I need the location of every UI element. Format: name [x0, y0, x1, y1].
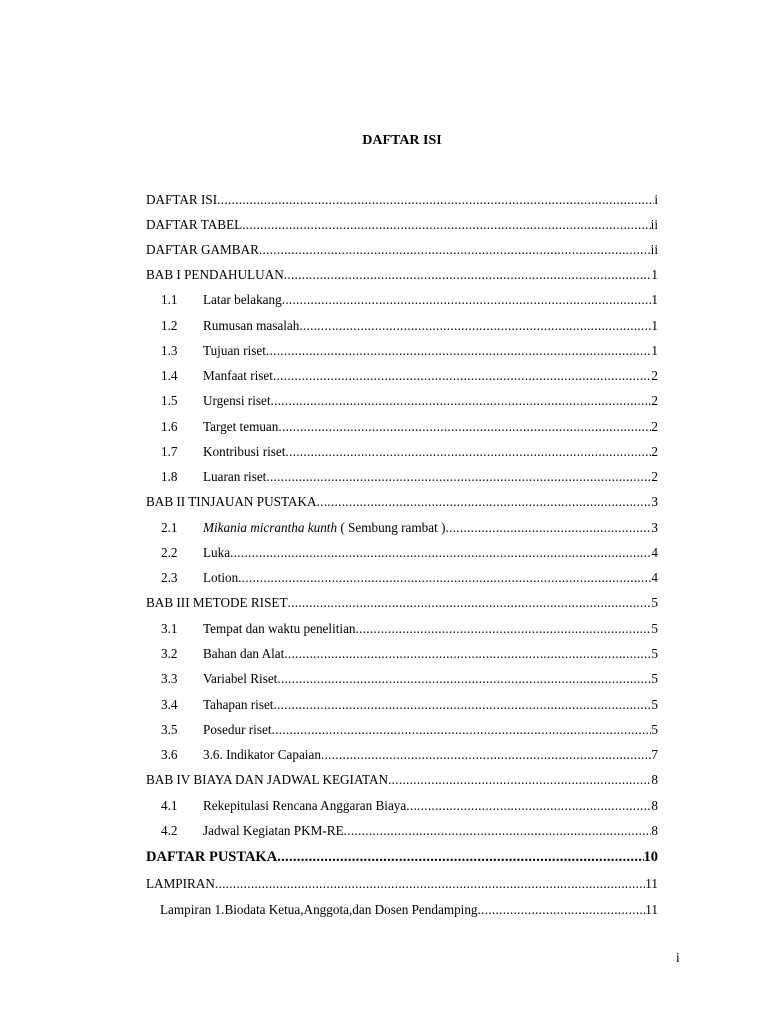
- toc-entry-text: DAFTAR GAMBAR: [146, 242, 259, 257]
- leader-dots: [273, 694, 651, 716]
- toc-entry-page: i: [654, 192, 658, 207]
- toc-entry-text: DAFTAR TABEL: [146, 217, 243, 232]
- toc-entry-page: 5: [651, 646, 658, 661]
- toc-entry-italic-text: Mikania micrantha kunth: [203, 520, 338, 535]
- leader-dots: [266, 340, 652, 362]
- leader-dots: [271, 390, 652, 412]
- toc-entry-text: Urgensi riset: [203, 393, 271, 408]
- leader-dots: [317, 491, 652, 513]
- toc-entry-text: Latar belakang: [203, 292, 282, 307]
- toc-entry-1-4[interactable]: [161, 365, 658, 387]
- toc-entry-page: 2: [651, 444, 658, 459]
- toc-entry-text: BAB III METODE RISET: [146, 595, 288, 610]
- toc-entry-3-2[interactable]: [161, 643, 658, 665]
- toc-entry-page: 2: [651, 419, 658, 434]
- toc-entry-lampiran-1[interactable]: [160, 899, 658, 921]
- toc-entry-text: Rumusan masalah: [203, 318, 300, 333]
- leader-dots: [445, 517, 651, 539]
- page-title: DAFTAR ISI: [362, 133, 442, 148]
- toc-entry-page: 7: [651, 747, 658, 762]
- toc-entry-bab-1[interactable]: [146, 264, 658, 286]
- toc-entry-number: 4.1: [161, 798, 178, 813]
- toc-entry-bab-4[interactable]: [146, 769, 658, 791]
- toc-entry-2-3[interactable]: [161, 567, 658, 589]
- leader-dots: [278, 416, 651, 438]
- toc-entry-text: Manfaat riset: [203, 368, 273, 383]
- toc-entry-page: 5: [651, 621, 658, 636]
- toc-entry-text: BAB I PENDAHULUAN: [146, 267, 284, 282]
- toc-entry-daftar-isi[interactable]: [146, 189, 658, 211]
- toc-entry-text: Posedur riset: [203, 722, 272, 737]
- toc-entry-text: DAFTAR ISI: [146, 192, 218, 207]
- toc-entry-page: 5: [651, 722, 658, 737]
- toc-entry-text: Tempat dan waktu penelitian: [203, 621, 356, 636]
- leader-dots: [259, 239, 651, 261]
- toc-entry-text: Jadwal Kegiatan PKM-RE: [203, 823, 344, 838]
- toc-entry-page: 8: [651, 798, 658, 813]
- leader-dots: [356, 618, 652, 640]
- toc-entry-page: 2: [651, 469, 658, 484]
- toc-entry-text: Rekepitulasi Rencana Anggaran Biaya: [203, 798, 407, 813]
- toc-entry-text: Lotion: [203, 570, 239, 585]
- toc-entry-number: 1.5: [161, 393, 178, 408]
- leader-dots: [217, 189, 654, 211]
- leader-dots: [406, 795, 651, 817]
- toc-entry-text: BAB IV BIAYA DAN JADWAL KEGIATAN: [146, 772, 389, 787]
- leader-dots: [266, 466, 651, 488]
- leader-dots: [277, 668, 651, 690]
- toc-entry-page: 10: [643, 849, 658, 865]
- toc-entry-daftar-tabel[interactable]: [146, 214, 658, 236]
- leader-dots: [288, 592, 652, 614]
- toc-entry-text: Tahapan riset: [203, 697, 274, 712]
- toc-entry-2-1[interactable]: [161, 517, 658, 539]
- toc-entry-3-4[interactable]: [161, 694, 658, 716]
- toc-entry-3-3[interactable]: [161, 668, 658, 690]
- toc-entry-text: [203, 517, 445, 539]
- toc-entry-text: Tujuan riset: [203, 343, 266, 358]
- toc-entry-text: Variabel Riset: [203, 671, 278, 686]
- leader-dots: [285, 441, 651, 463]
- toc-entry-number: 1.3: [161, 343, 178, 358]
- toc-entry-page: 3: [651, 520, 658, 535]
- toc-entry-3-5[interactable]: [161, 719, 658, 741]
- toc-entry-daftar-pustaka[interactable]: [146, 846, 658, 868]
- toc-entry-text: Kontribusi riset: [203, 444, 286, 459]
- toc-entry-page: 1: [651, 343, 658, 358]
- toc-entry-2-2[interactable]: [161, 542, 658, 564]
- toc-entry-number: 3.1: [161, 621, 178, 636]
- toc-entry-page: ii: [650, 217, 658, 232]
- toc-entry-1-2[interactable]: [161, 315, 658, 337]
- toc-entry-number: 2.1: [161, 520, 178, 535]
- toc-entry-1-3[interactable]: [161, 340, 658, 362]
- toc-entry-4-1[interactable]: [161, 795, 658, 817]
- toc-entry-4-2[interactable]: [161, 820, 658, 842]
- toc-entry-page: 2: [651, 393, 658, 408]
- toc-entry-text: LAMPIRAN: [146, 876, 215, 891]
- toc-entry-number: 1.6: [161, 419, 178, 434]
- toc-entry-1-8[interactable]: [161, 466, 658, 488]
- toc-entry-page: 5: [651, 697, 658, 712]
- toc-entry-page: 8: [651, 772, 658, 787]
- toc-entry-text: DAFTAR PUSTAKA: [146, 849, 278, 865]
- leader-dots: [238, 567, 651, 589]
- leader-dots: [299, 315, 651, 337]
- toc-entry-text: Lampiran 1.Biodata Ketua,Anggota,dan Dosen Pendamping: [160, 902, 478, 917]
- toc-entry-number: 3.2: [161, 646, 178, 661]
- leader-dots: [215, 873, 645, 895]
- toc-entry-page: 8: [651, 823, 658, 838]
- toc-entry-number: 1.4: [161, 368, 178, 383]
- leader-dots: [478, 899, 646, 921]
- toc-entry-page: 5: [651, 595, 658, 610]
- page-number: i: [676, 950, 680, 965]
- toc-entry-page: 1: [651, 318, 658, 333]
- toc-entry-number: 1.1: [161, 292, 178, 307]
- toc-entry-page: 4: [651, 545, 658, 560]
- toc-entry-daftar-gambar[interactable]: [146, 239, 658, 261]
- leader-dots: [284, 643, 651, 665]
- toc-entry-page: 2: [651, 368, 658, 383]
- toc-entry-page: 11: [645, 902, 658, 917]
- leader-dots: [282, 289, 652, 311]
- toc-entry-number: 1.7: [161, 444, 178, 459]
- toc-entry-number: 1.8: [161, 469, 178, 484]
- toc-entry-text: Luaran riset: [203, 469, 267, 484]
- toc-entry-number: 2.3: [161, 570, 178, 585]
- toc-entry-page: 4: [651, 570, 658, 585]
- toc-entry-text-rest: ( Sembung rambat ): [337, 520, 446, 535]
- toc-entry-3-1[interactable]: [161, 618, 658, 640]
- leader-dots: [272, 719, 652, 741]
- toc-entry-page: 1: [651, 292, 658, 307]
- leader-dots: [321, 744, 651, 766]
- toc-entry-lampiran[interactable]: [146, 873, 658, 895]
- toc-entry-number: 3.4: [161, 697, 178, 712]
- toc-entry-number: 3.3: [161, 671, 178, 686]
- toc-entry-page: 1: [651, 267, 658, 282]
- toc-entry-number: 1.2: [161, 318, 178, 333]
- toc-entry-1-5[interactable]: [161, 390, 658, 412]
- toc-entry-bab-2[interactable]: [146, 491, 658, 513]
- leader-dots: [230, 542, 651, 564]
- toc-entry-1-1[interactable]: [161, 289, 658, 311]
- toc-entry-page: 3: [651, 494, 658, 509]
- leader-dots: [388, 769, 651, 791]
- toc-entry-text: Luka: [203, 545, 231, 560]
- leader-dots: [242, 214, 650, 236]
- toc-entry-1-7[interactable]: [161, 441, 658, 463]
- toc-entry-number: 3.6: [161, 747, 178, 762]
- leader-dots: [277, 846, 643, 868]
- toc-entry-number: 4.2: [161, 823, 178, 838]
- toc-entry-number: 2.2: [161, 545, 178, 560]
- toc-entry-3-6[interactable]: [161, 744, 658, 766]
- toc-entry-1-6[interactable]: [161, 416, 658, 438]
- toc-entry-text: 3.6. Indikator Capaian: [203, 747, 321, 762]
- leader-dots: [273, 365, 651, 387]
- toc-entry-page: ii: [650, 242, 658, 257]
- toc-entry-text: BAB II TINJAUAN PUSTAKA: [146, 494, 317, 509]
- toc-entry-text: Bahan dan Alat: [203, 646, 285, 661]
- leader-dots: [284, 264, 652, 286]
- leader-dots: [344, 820, 652, 842]
- toc-entry-bab-3[interactable]: [146, 592, 658, 614]
- toc-entry-page: 11: [645, 876, 658, 891]
- toc-entry-text: Target temuan: [203, 419, 279, 434]
- toc-entry-page: 5: [651, 671, 658, 686]
- toc-entry-number: 3.5: [161, 722, 178, 737]
